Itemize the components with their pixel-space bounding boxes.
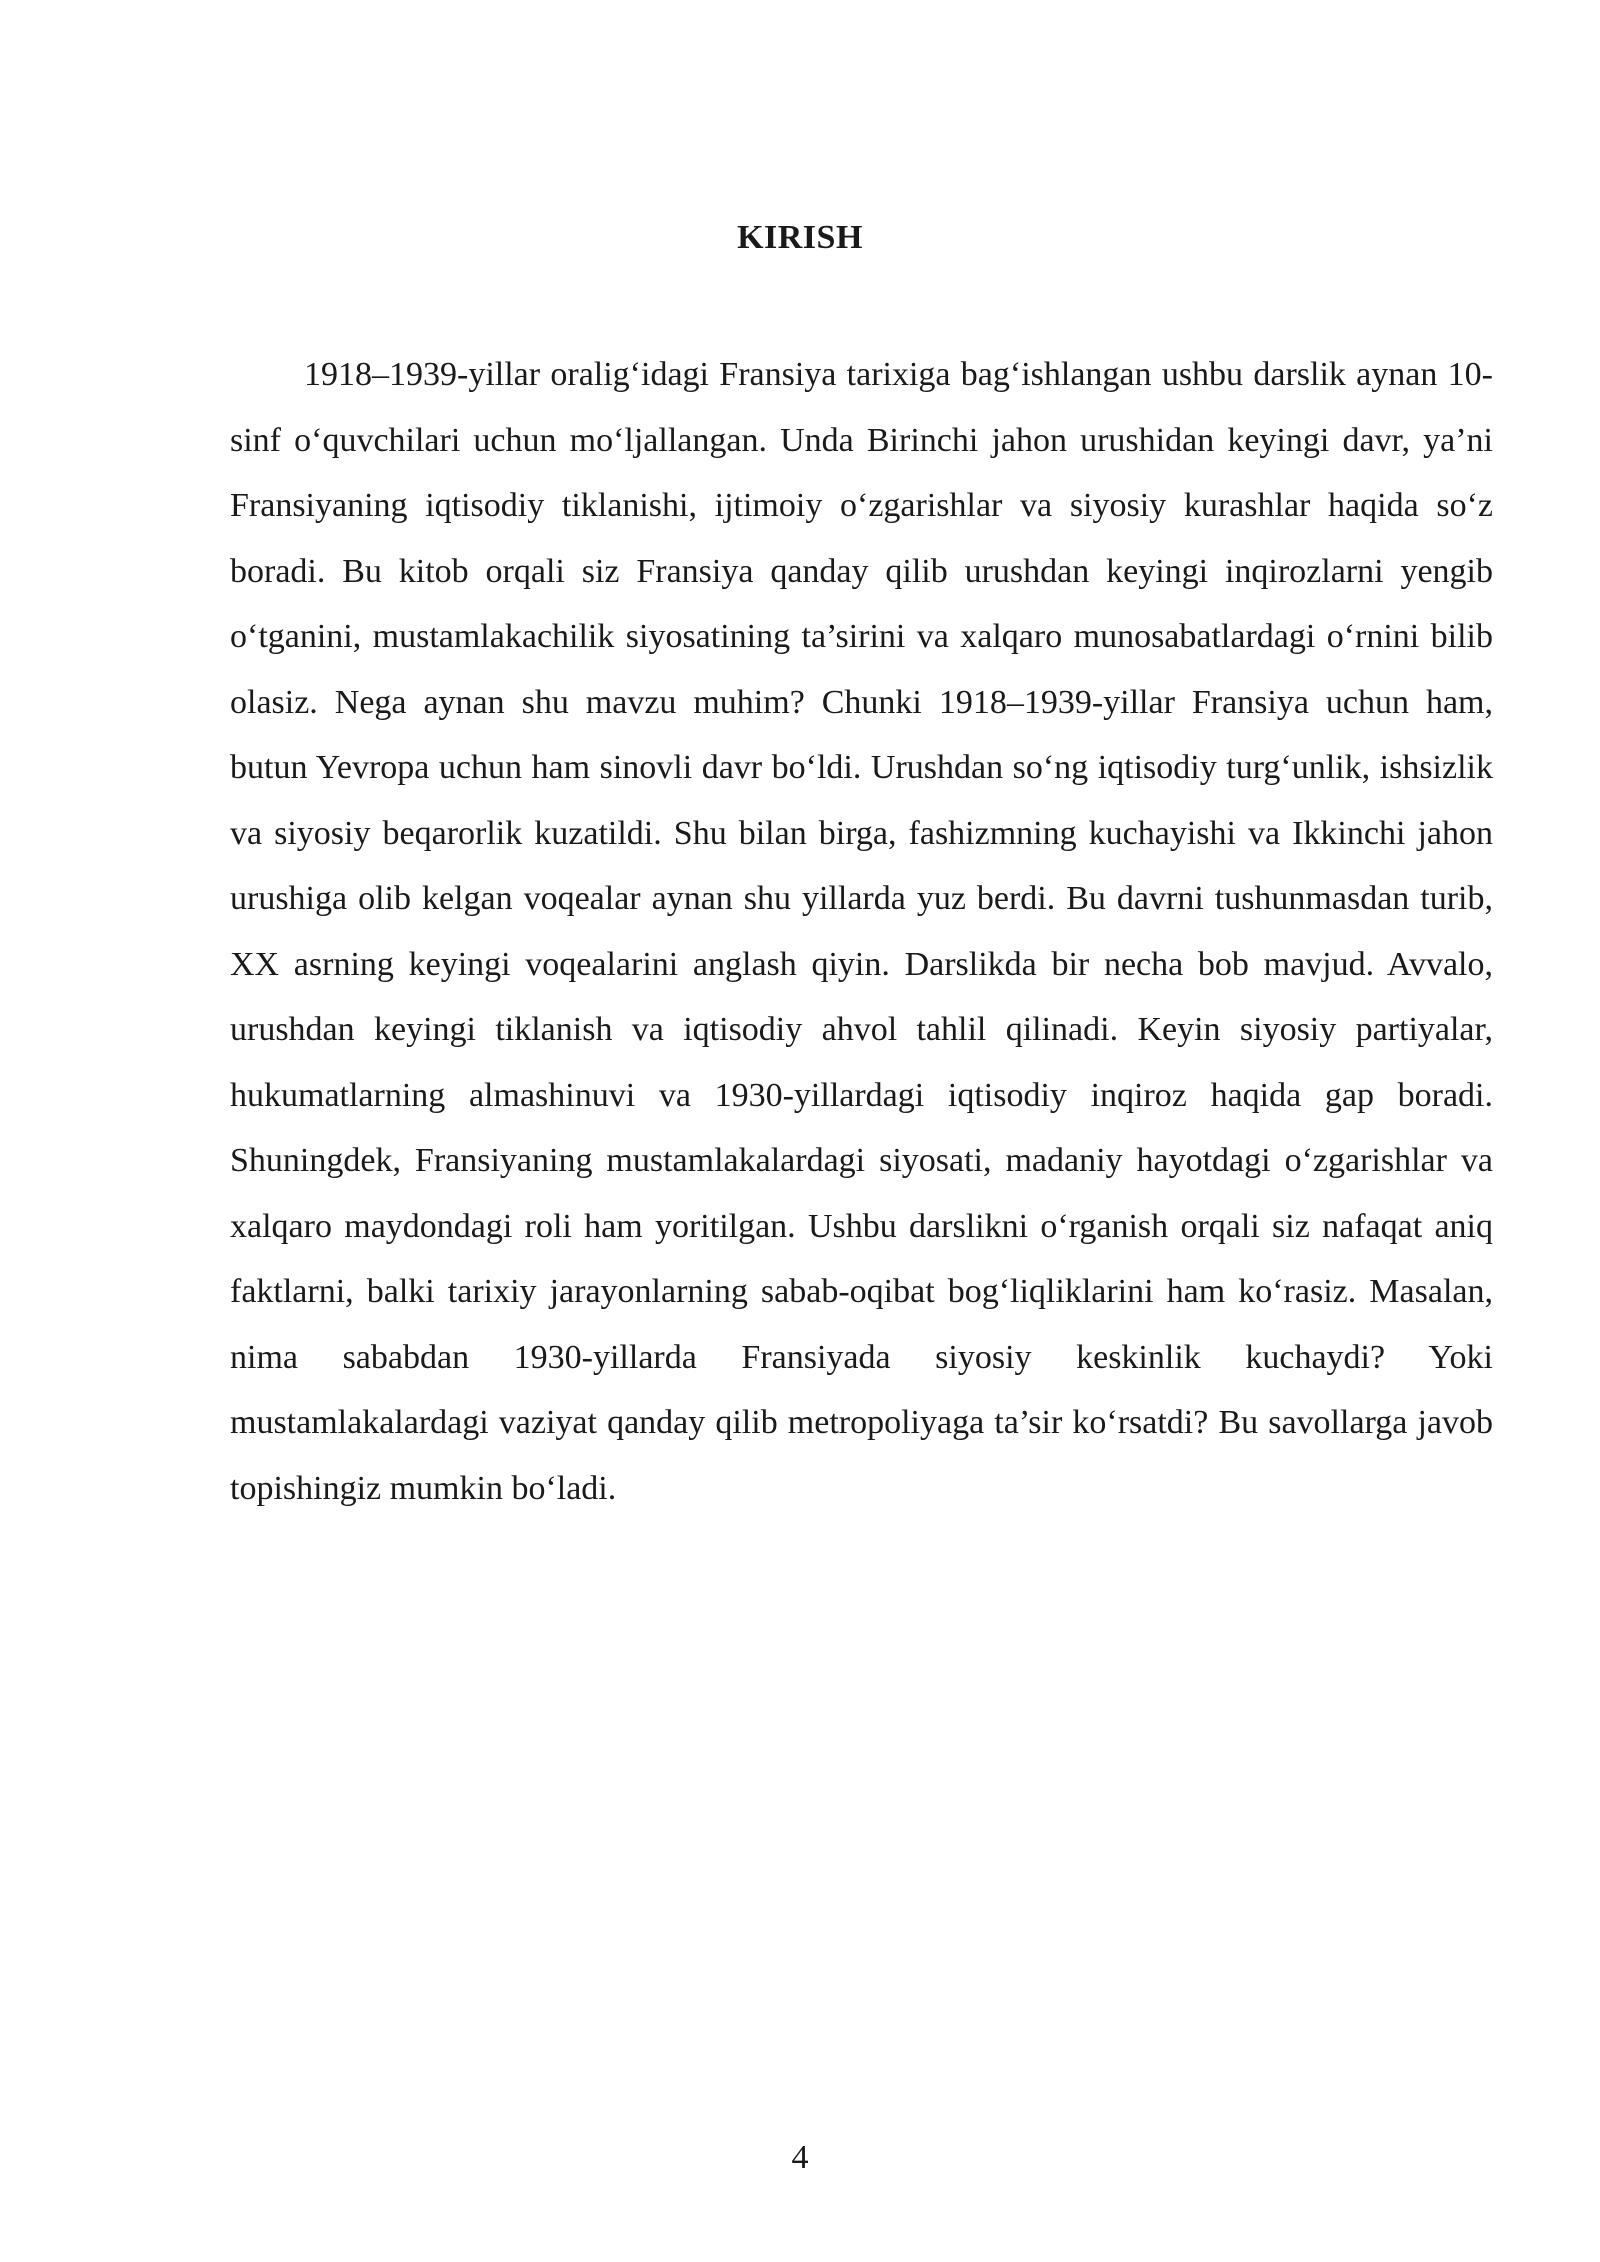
body-paragraph: 1918–1939-yillar oralig‘idagi Fransiya tarixiga bag‘ishlangan ushbu darslik aynan 10-sinf o‘quvchilari uchun mo‘ljallangan. Unda Birinchi jahon urushidan keyingi davr, ya’ni Fransiyaning iqtisodiy tiklanishi, ijtimoiy o‘zgarishlar va siyosiy kurashlar haqida so‘z boradi. Bu kitob orqali siz Fransiya qanday qilib urushdan keyingi inqirozlarni yengib o‘tganini, mustamlakachilik siyosatining ta’sirini va xalqaro munosabatlardagi o‘rnini bilib olasiz. Nega aynan shu mavzu muhim? Chunki 1918–1939-yillar Fransiya uchun ham, butun Yevropa uchun ham sinovli davr bo‘ldi. Urushdan so‘ng iqtisodiy turg‘unlik, ishsizlik va siyosiy beqarorlik kuzatildi. Shu bilan birga, fashizmning kuchayishi va Ikkinchi jahon urushiga olib kelgan voqealar aynan shu yillarda yuz berdi. Bu davrni tushunmasdan turib, XX asrning keyingi voqealarini anglash qiyin. Darslikda bir necha bob mavjud. Avvalo, urushdan keyingi tiklanish va iqtisodiy ahvol tahlil qilinadi. Keyin siyosiy partiyalar, hukumatlarning almashinuvi va 1930-yillardagi iqtisodiy inqiroz haqida gap boradi. Shuningdek, Fransiyaning mustamlakalardagi siyosati, madaniy hayotdagi o‘zgarishlar va xalqaro maydondagi roli ham yoritilgan. Ushbu darslikni o‘rganish orqali siz nafaqat aniq faktlarni, balki tarixiy jarayonlarning sabab-oqibat bog‘liqliklarini ham ko‘rasiz. Masalan, nima sababdan 1930-yillarda Fransiyada siyosiy keskinlik kuchaydi? Yoki mustamlakalardagi vaziyat qanday qilib metropoliyaga ta’sir ko‘rsatdi? Bu savollarga javob topishingiz mumkin bo‘ladi. bbox=[230, 356, 1493, 1507]
page-number: 4 bbox=[791, 2139, 809, 2176]
page-title: KIRISH bbox=[737, 219, 863, 256]
